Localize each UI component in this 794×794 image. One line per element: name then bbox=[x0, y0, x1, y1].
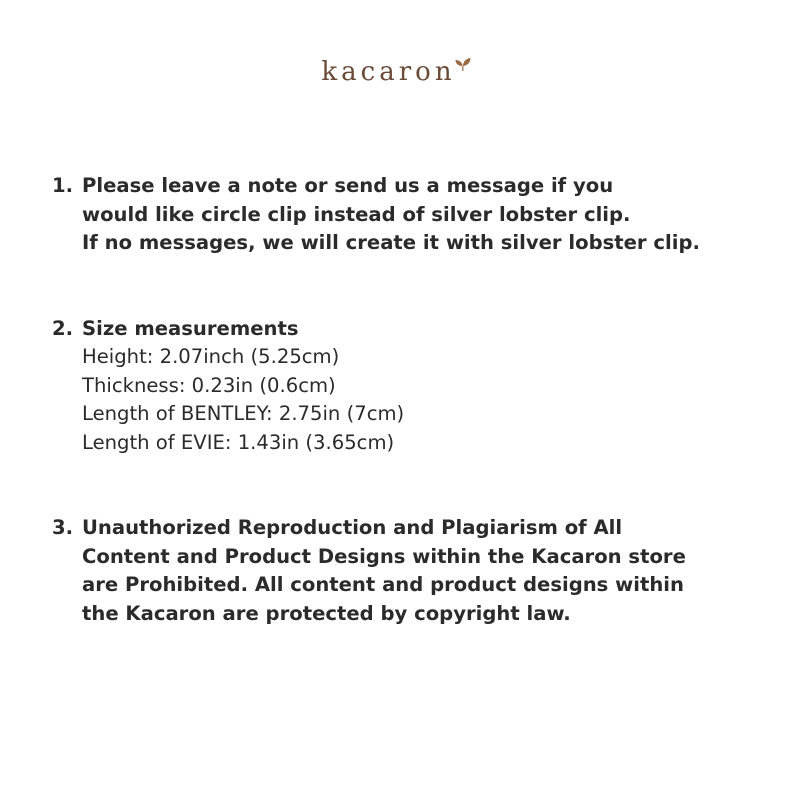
item-number: 2. bbox=[52, 316, 74, 340]
leaf-icon bbox=[453, 56, 473, 74]
text-line: Unauthorized Reproduction and Plagiarism of All bbox=[82, 516, 623, 539]
text-line: the Kacaron are protected by copyright law. bbox=[82, 601, 571, 625]
note-item-3 bbox=[52, 514, 762, 628]
item-number: 1. bbox=[52, 174, 74, 197]
brand-name: kacaron bbox=[321, 57, 456, 87]
item-text bbox=[82, 315, 762, 458]
text-line: are Prohibited. All content and product designs within bbox=[82, 573, 684, 596]
notes-list bbox=[52, 172, 762, 628]
note-item-2 bbox=[52, 315, 762, 458]
text-line: Please leave a note or send us a message if you bbox=[82, 174, 614, 197]
item-text bbox=[82, 514, 762, 628]
text-line: would like circle clip instead of silver lobster clip. bbox=[82, 202, 631, 226]
measurement-length-evie: Length of EVIE: 1.43in (3.65cm) bbox=[82, 430, 395, 454]
item-number: 3. bbox=[52, 516, 74, 539]
item-text bbox=[82, 172, 762, 258]
text-line: Content and Product Designs within the Kacaron store bbox=[82, 544, 686, 568]
measurement-thickness: Thickness: 0.23in (0.6cm) bbox=[82, 373, 336, 397]
note-item-1 bbox=[52, 172, 762, 258]
measurement-length-bentley: Length of BENTLEY: 2.75in (7cm) bbox=[82, 402, 405, 425]
text-line: If no messages, we will create it with silver lobster clip. bbox=[82, 231, 700, 254]
measurement-height: Height: 2.07inch (5.25cm) bbox=[82, 345, 340, 368]
section-heading: Size measurements bbox=[82, 316, 299, 340]
brand-logo bbox=[0, 54, 794, 90]
